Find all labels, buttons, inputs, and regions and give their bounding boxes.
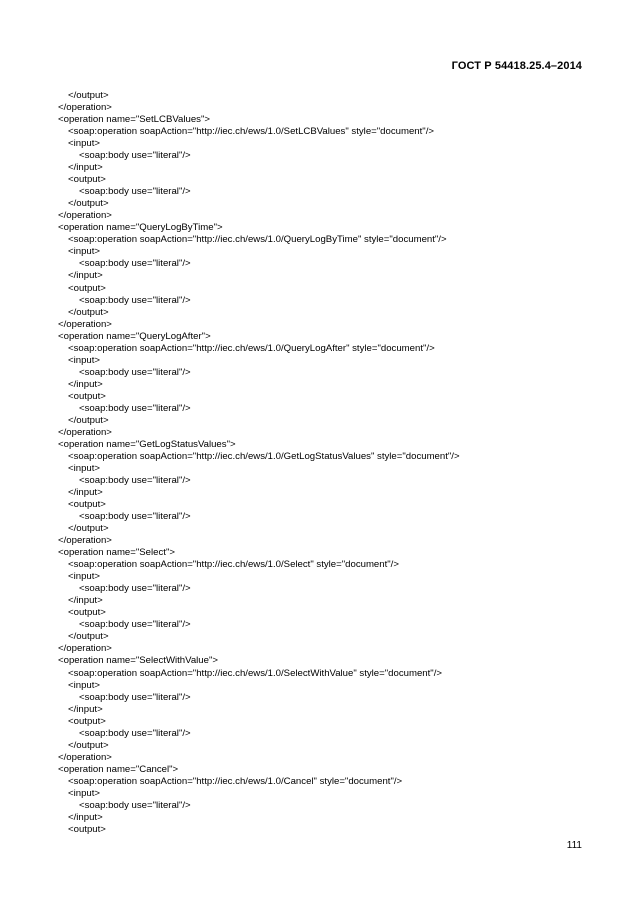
code-line: </output> [68,631,109,643]
code-line: <input> [68,354,101,366]
code-line: <operation name="QueryLogByTime"> [58,222,223,234]
code-line: <input> [68,246,101,258]
code-line: <soap:body use="literal"/> [79,366,191,378]
code-line: </operation> [58,210,112,222]
code-line: <output> [68,390,106,402]
code-line: <operation name="GetLogStatusValues"> [58,438,236,450]
code-line: <operation name="SelectWithValue"> [58,655,218,667]
code-line: <input> [68,138,101,150]
code-line: </input> [68,487,103,499]
code-line: <operation name="Select"> [58,547,175,559]
code-line: <soap:body use="literal"/> [79,150,191,162]
code-line: <soap:body use="literal"/> [79,258,191,270]
code-line: <soap:body use="literal"/> [79,691,191,703]
code-line: <soap:body use="literal"/> [79,402,191,414]
code-line: </operation> [58,318,112,330]
code-line: </input> [68,162,103,174]
code-line: </output> [68,414,109,426]
code-line: </input> [68,595,103,607]
code-line: </output> [68,523,109,535]
code-line: <operation name="SetLCBValues"> [58,114,210,126]
code-line: <input> [68,787,101,799]
code-line: <soap:operation soapAction="http://iec.ch/ews/1.0/Cancel" style="document"/> [68,775,403,787]
code-line: <soap:operation soapAction="http://iec.ch/ews/1.0/SelectWithValue" style="document"/> [68,667,442,679]
code-line: </input> [68,378,103,390]
code-line: </operation> [58,751,112,763]
wsdl-code-listing [58,90,460,836]
code-line: <output> [68,715,106,727]
code-line: <operation name="Cancel"> [58,763,179,775]
code-line: </operation> [58,643,112,655]
code-line: <soap:operation soapAction="http://iec.ch/ews/1.0/Select" style="document"/> [68,559,399,571]
code-line: </input> [68,703,103,715]
code-line: <output> [68,823,106,835]
code-line: <soap:body use="literal"/> [79,727,191,739]
code-line: </input> [68,811,103,823]
code-line: <soap:body use="literal"/> [79,799,191,811]
code-line: <output> [68,174,106,186]
code-line: <soap:operation soapAction="http://iec.ch/ews/1.0/QueryLogByTime" style="document"/> [68,234,447,246]
code-line: <input> [68,571,101,583]
code-line: <soap:body use="literal"/> [79,186,191,198]
page-number: 111 [566,840,582,851]
code-line: </output> [68,739,109,751]
code-line: <soap:operation soapAction="http://iec.ch/ews/1.0/GetLogStatusValues" style="document"/> [68,450,460,462]
code-line: <input> [68,462,101,474]
code-line: </output> [68,198,109,210]
code-line: </operation> [58,535,112,547]
code-line: </output> [68,90,109,101]
code-line: <soap:body use="literal"/> [79,511,191,523]
code-line: <output> [68,499,106,511]
code-line: <input> [68,679,101,691]
document-header: ГОСТ Р 54418.25.4–2014 [451,60,582,72]
code-line: <operation name="QueryLogAfter"> [58,330,211,342]
code-line: </operation> [58,102,112,114]
code-line: <soap:body use="literal"/> [79,294,191,306]
code-line: <soap:operation soapAction="http://iec.ch/ews/1.0/QueryLogAfter" style="document"/> [68,342,435,354]
code-line: <soap:operation soapAction="http://iec.ch/ews/1.0/SetLCBValues" style="document"/> [68,126,434,138]
code-line: <soap:body use="literal"/> [79,619,191,631]
code-line: </output> [68,306,109,318]
code-line: <soap:body use="literal"/> [79,475,191,486]
code-line: <soap:body use="literal"/> [79,583,191,595]
code-line: <output> [68,282,106,294]
code-line: <output> [68,607,106,619]
code-line: </input> [68,270,103,282]
code-line: </operation> [58,426,112,438]
